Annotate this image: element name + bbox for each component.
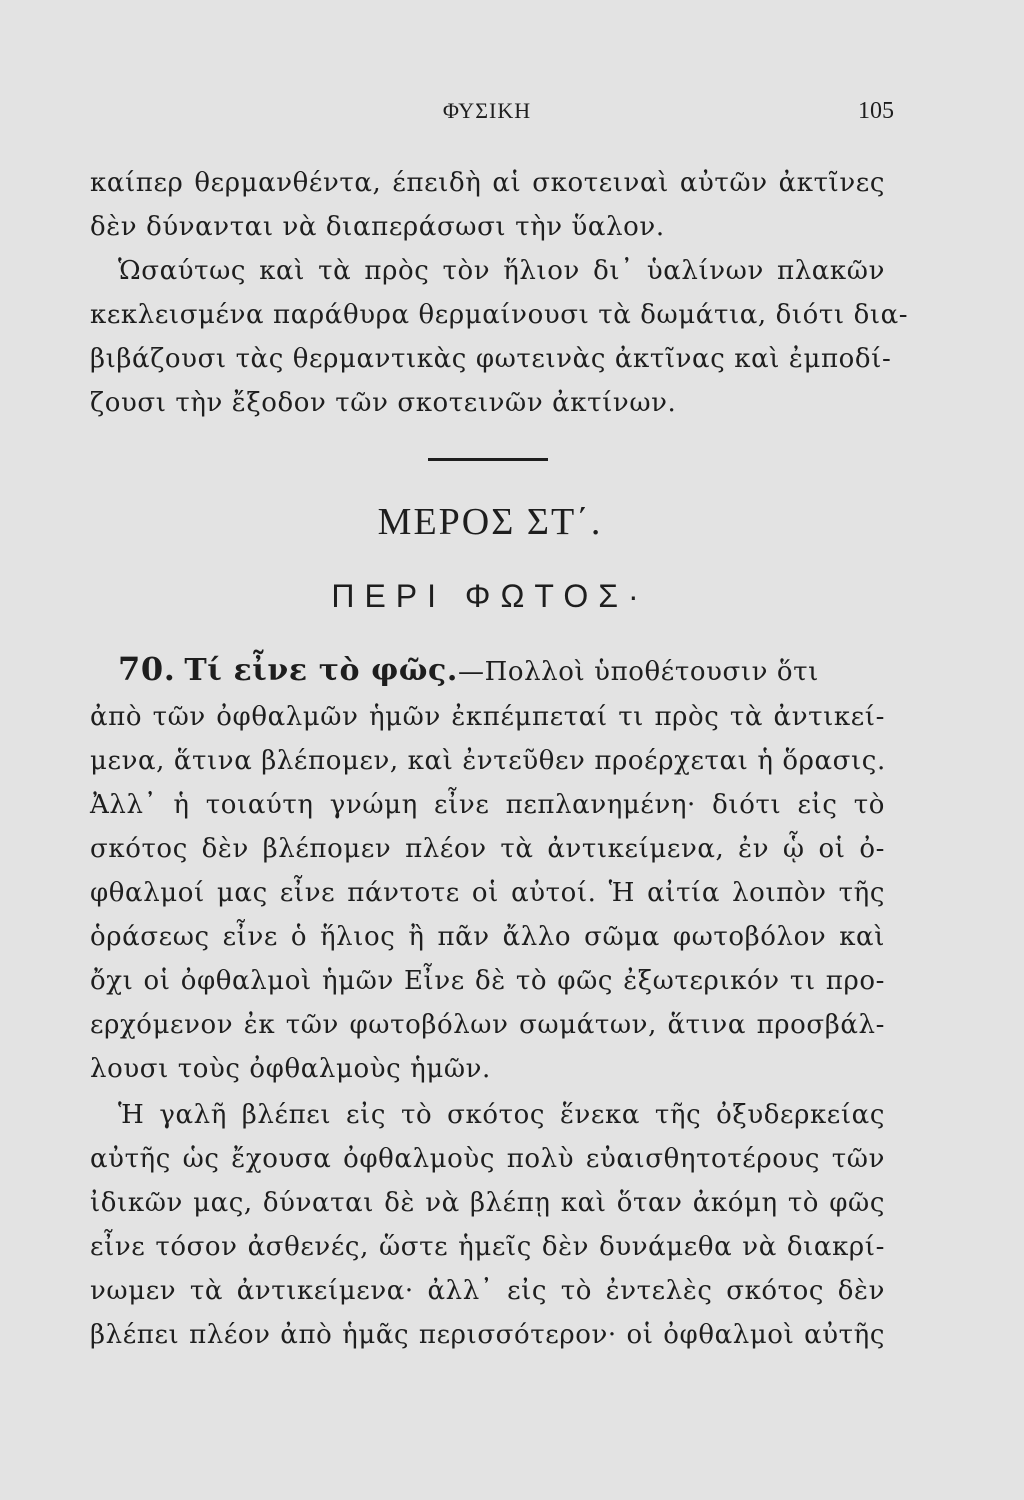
paragraph-first-line-text: —Πολλοὶ ὑποθέτουσιν ὅτι (457, 657, 819, 687)
text-line: βιβάζουσι τὰς θερμαντικὰς φωτεινὰς ἀκτῖνας καὶ ἐμποδί- (90, 344, 892, 374)
text-line: ἀπὸ τῶν ὀφθαλμῶν ἡμῶν ἐκπέμπεταί τι πρὸς τὰ ἀντικεί- (90, 702, 885, 732)
text-line: καίπερ θερμανθέντα, έπειδὴ αἱ σκοτειναὶ αὐτῶν ἀκτῖνες (90, 168, 885, 198)
paragraph-heading: Τί εἶνε τὸ φῶς. (184, 653, 458, 688)
paragraph-number: 70. (118, 650, 176, 688)
text-line: βλέπει πλέον ἀπὸ ἡμᾶς περισσότερον· οἱ ὀφθαλμοὶ αὐτῆς (90, 1320, 885, 1350)
section-divider (428, 458, 548, 461)
text-line: ερχόμενον ἐκ τῶν φωτοβόλων σωμάτων, ἅτινα προσβάλ- (90, 1010, 885, 1040)
text-line: ὄχι οἱ ὀφθαλμοὶ ἡμῶν Εἶνε δὲ τὸ φῶς ἐξωτερικόν τι προ- (90, 966, 885, 996)
part-title: ΜΕΡΟΣ ΣΤ΄. (377, 501, 603, 543)
page-number: 105 (858, 98, 894, 124)
text-line: Ἀλλ᾽ ἡ τοιαύτη γνώμη εἶνε πεπλανημένη· διότι εἰς τὸ (90, 790, 885, 820)
paragraph-70-first-line (118, 652, 885, 689)
text-line: σκότος δὲν βλέπομεν πλέον τὰ ἀντικείμενα, ἐν ᾧ οἱ ὀ- (90, 834, 885, 864)
running-title: ΦΥΣΙΚΗ (442, 98, 532, 123)
text-line: εἶνε τόσον ἀσθενές, ὥστε ἡμεῖς δὲν δυνάμεθα νὰ διακρί- (90, 1232, 885, 1262)
text-line: μενα, ἅτινα βλέπομεν, καὶ ἐντεῦθεν προέρχεται ἡ ὅρασις. (90, 746, 886, 776)
text-line: αὐτῆς ὡς ἔχουσα ὀφθαλμοὺς πολὺ εὐαισθητοτέρους τῶν (90, 1144, 885, 1174)
text-line: φθαλμοί μας εἶνε πάντοτε οἱ αὐτοί. Ἡ αἰτία λοιπὸν τῆς (90, 878, 885, 908)
page-header (90, 98, 894, 138)
text-line: ἰδικῶν μας, δύναται δὲ νὰ βλέπῃ καὶ ὅταν ἀκόμη τὸ φῶς (90, 1188, 885, 1218)
text-line: Ὡσαύτως καὶ τὰ πρὸς τὸν ἥλιον δι᾽ ὑαλίνων πλακῶν (118, 256, 885, 286)
text-line: λουσι τοὺς ὀφθαλμοὺς ἡμῶν. (90, 1054, 491, 1084)
text-line: νωμεν τὰ ἀντικείμενα· ἀλλ᾽ εἰς τὸ ἐντελὲς σκότος δὲν (90, 1276, 885, 1306)
section-title: ΠΕΡΙ ΦΩΤΟΣ· (331, 578, 649, 614)
text-line: κεκλεισμένα παράθυρα θερμαίνουσι τὰ δωμάτια, διότι δια- (90, 300, 909, 330)
text-line: ζουσι τὴν ἔξοδον τῶν σκοτεινῶν ἀκτίνων. (90, 388, 677, 418)
text-line: ὁράσεως εἶνε ὁ ἥλιος ἢ πᾶν ἄλλο σῶμα φωτοβόλον καὶ (90, 922, 885, 952)
text-line: Ἡ γαλῆ βλέπει εἰς τὸ σκότος ἕνεκα τῆς ὀξυδερκείας (118, 1100, 885, 1130)
text-line: δὲν δύνανται νὰ διαπεράσωσι τὴν ὕαλον. (90, 212, 665, 242)
